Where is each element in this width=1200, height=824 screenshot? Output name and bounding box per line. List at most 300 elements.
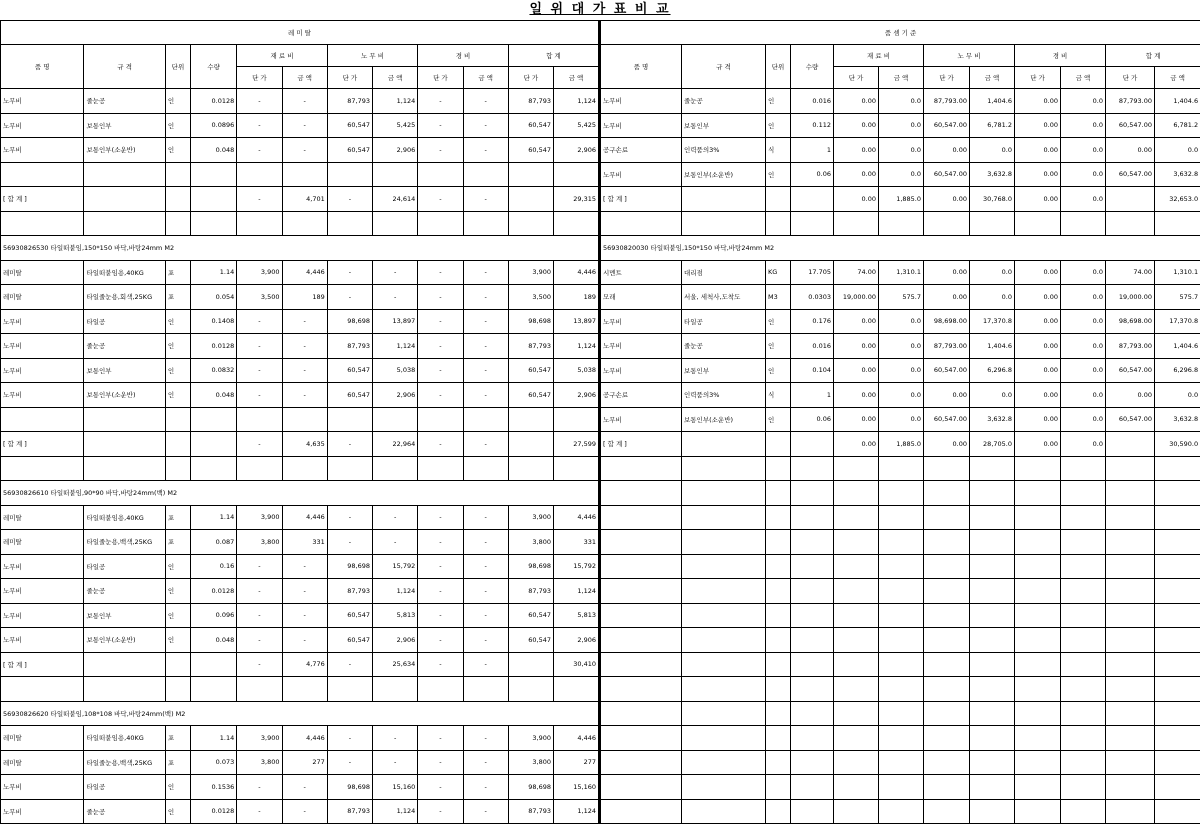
table-cell: - bbox=[463, 383, 508, 408]
table-cell: 0.00 bbox=[834, 162, 879, 187]
empty-cell bbox=[237, 456, 282, 481]
table-cell: 98,698 bbox=[508, 309, 553, 334]
table-cell: - bbox=[327, 750, 372, 775]
table-cell: [ 합 계 ] bbox=[601, 432, 682, 457]
empty-cell bbox=[1106, 456, 1155, 481]
empty-cell bbox=[554, 677, 599, 702]
table-cell: 2,906 bbox=[373, 628, 418, 653]
table-cell: 보통인부 bbox=[84, 358, 165, 383]
empty-cell bbox=[879, 554, 924, 579]
header-amount: 금 액 bbox=[879, 67, 924, 89]
table-row bbox=[1, 113, 600, 138]
empty-cell bbox=[970, 579, 1015, 604]
table-cell: 60,547 bbox=[327, 138, 372, 163]
table-cell: 0.00 bbox=[1015, 334, 1061, 359]
empty-cell bbox=[766, 456, 791, 481]
empty-cell bbox=[879, 211, 924, 236]
table-cell: - bbox=[418, 750, 463, 775]
table-cell bbox=[84, 432, 165, 457]
empty-cell bbox=[766, 726, 791, 751]
empty-cell bbox=[791, 530, 834, 555]
empty-cell bbox=[834, 530, 879, 555]
empty-cell bbox=[601, 481, 682, 506]
table-cell: 0.0832 bbox=[191, 358, 237, 383]
table-row bbox=[1, 432, 600, 457]
table-cell: 노무비 bbox=[601, 309, 682, 334]
table-row bbox=[601, 309, 1200, 334]
empty-cell bbox=[601, 603, 682, 628]
empty-cell bbox=[970, 750, 1015, 775]
item-code-label: 56930826620 타일떠붙임,108*108 바닥,바탕24mm(백) M2 bbox=[1, 701, 600, 726]
empty-cell bbox=[601, 701, 682, 726]
table-cell: - bbox=[373, 505, 418, 530]
table-cell: - bbox=[282, 603, 327, 628]
table-cell: 5,425 bbox=[554, 113, 599, 138]
empty-cell bbox=[791, 481, 834, 506]
header-unit-price: 단 가 bbox=[1015, 67, 1061, 89]
table-cell bbox=[766, 432, 791, 457]
table-cell: 노무비 bbox=[601, 407, 682, 432]
empty-cell bbox=[1061, 603, 1106, 628]
table-cell: 4,446 bbox=[282, 726, 327, 751]
table-cell: M3 bbox=[766, 285, 791, 310]
table-cell: 0.00 bbox=[834, 383, 879, 408]
table-row bbox=[1, 799, 600, 824]
table-cell: 98,698 bbox=[508, 775, 553, 800]
empty-cell bbox=[418, 162, 463, 187]
table-cell: 17,370.8 bbox=[1155, 309, 1200, 334]
table-cell: 5,425 bbox=[373, 113, 418, 138]
table-row bbox=[1, 750, 600, 775]
document-title-text: 일 위 대 가 표 비 교 bbox=[529, 2, 670, 17]
empty-cell bbox=[1015, 701, 1061, 726]
empty-cell bbox=[924, 726, 970, 751]
table-cell: 60,547.00 bbox=[924, 407, 970, 432]
empty-cell bbox=[327, 407, 372, 432]
table-cell: 0.00 bbox=[834, 358, 879, 383]
table-cell: 1.14 bbox=[191, 726, 237, 751]
table-row bbox=[1, 603, 600, 628]
table-cell: 1,404.6 bbox=[970, 334, 1015, 359]
table-cell: 레미탈 bbox=[1, 530, 84, 555]
table-cell: 0.016 bbox=[791, 89, 834, 114]
table-cell: 인 bbox=[766, 162, 791, 187]
empty-cell bbox=[1155, 628, 1200, 653]
table-cell: - bbox=[418, 554, 463, 579]
empty-cell bbox=[879, 701, 924, 726]
empty-cell bbox=[554, 162, 599, 187]
empty-cell bbox=[924, 211, 970, 236]
table-cell: 타일공 bbox=[84, 775, 165, 800]
header-total: 합 계 bbox=[508, 45, 599, 67]
empty-cell bbox=[1, 162, 84, 187]
empty-cell bbox=[1061, 750, 1106, 775]
table-cell: 3,500 bbox=[237, 285, 282, 310]
table-cell: 타일떠붙임용,40KG bbox=[84, 505, 165, 530]
empty-cell bbox=[508, 456, 553, 481]
table-cell: 1 bbox=[791, 138, 834, 163]
table-cell: 보통인부(소운반) bbox=[84, 138, 165, 163]
empty-cell bbox=[601, 530, 682, 555]
header-unit-price: 단 가 bbox=[508, 67, 553, 89]
empty-cell bbox=[834, 579, 879, 604]
empty-cell bbox=[766, 579, 791, 604]
table-cell: 6,296.8 bbox=[970, 358, 1015, 383]
header-amount: 금 액 bbox=[1061, 67, 1106, 89]
empty-cell bbox=[191, 407, 237, 432]
table-cell: 0.00 bbox=[834, 407, 879, 432]
table-cell: 노무비 bbox=[1, 113, 84, 138]
empty-cell bbox=[1106, 579, 1155, 604]
table-cell: 0.048 bbox=[191, 138, 237, 163]
empty-cell bbox=[682, 530, 766, 555]
empty-cell bbox=[191, 211, 237, 236]
table-cell: 0.0 bbox=[1061, 334, 1106, 359]
header-amount: 금 액 bbox=[373, 67, 418, 89]
table-cell: 277 bbox=[554, 750, 599, 775]
empty-cell bbox=[165, 162, 190, 187]
table-cell: 인 bbox=[165, 358, 190, 383]
table-cell: 60,547.00 bbox=[1106, 358, 1155, 383]
table-cell: 노무비 bbox=[601, 162, 682, 187]
table-cell: - bbox=[282, 358, 327, 383]
table-cell: 타일줄눈용,백색,25KG bbox=[84, 750, 165, 775]
table-cell: 서울, 세척사,도착도 bbox=[682, 285, 766, 310]
table-row bbox=[1, 775, 600, 800]
table-cell bbox=[165, 432, 190, 457]
empty-row bbox=[601, 750, 1200, 775]
table-cell: [ 합 계 ] bbox=[601, 187, 682, 212]
empty-row bbox=[1, 162, 600, 187]
table-cell: 87,793.00 bbox=[924, 334, 970, 359]
table-cell: - bbox=[237, 334, 282, 359]
table-cell: - bbox=[418, 358, 463, 383]
table-cell: 0.06 bbox=[791, 407, 834, 432]
table-cell: - bbox=[463, 309, 508, 334]
empty-cell bbox=[1015, 211, 1061, 236]
empty-cell bbox=[601, 799, 682, 824]
table-cell bbox=[508, 187, 553, 212]
empty-cell bbox=[1155, 211, 1200, 236]
table-cell: 0.00 bbox=[1106, 383, 1155, 408]
empty-cell bbox=[970, 505, 1015, 530]
table-row bbox=[601, 358, 1200, 383]
empty-cell bbox=[508, 162, 553, 187]
table-cell: 3,632.8 bbox=[970, 407, 1015, 432]
empty-cell bbox=[791, 456, 834, 481]
header-labor: 노 무 비 bbox=[327, 45, 418, 67]
table-cell: - bbox=[463, 750, 508, 775]
item-code-row bbox=[1, 701, 600, 726]
table-cell bbox=[165, 652, 190, 677]
empty-cell bbox=[165, 407, 190, 432]
empty-cell bbox=[1155, 726, 1200, 751]
table-cell: - bbox=[373, 750, 418, 775]
table-cell: - bbox=[463, 652, 508, 677]
table-cell: [ 합 계 ] bbox=[1, 432, 84, 457]
table-cell: 13,897 bbox=[554, 309, 599, 334]
empty-cell bbox=[282, 456, 327, 481]
empty-cell bbox=[1106, 530, 1155, 555]
table-cell: 19,000.00 bbox=[1106, 285, 1155, 310]
empty-cell bbox=[924, 530, 970, 555]
table-cell: 30,590.0 bbox=[1155, 432, 1200, 457]
empty-row bbox=[1, 677, 600, 702]
table-cell: 1,310.1 bbox=[1155, 260, 1200, 285]
table-cell: - bbox=[418, 726, 463, 751]
right-section-title: 품 셈 기 준 bbox=[601, 21, 1200, 45]
empty-cell bbox=[554, 407, 599, 432]
table-cell: - bbox=[237, 799, 282, 824]
empty-cell bbox=[463, 456, 508, 481]
empty-row bbox=[601, 652, 1200, 677]
table-cell: 27,599 bbox=[554, 432, 599, 457]
empty-cell bbox=[834, 628, 879, 653]
empty-cell bbox=[879, 775, 924, 800]
empty-cell bbox=[1106, 652, 1155, 677]
empty-cell bbox=[1106, 775, 1155, 800]
empty-cell bbox=[84, 677, 165, 702]
empty-cell bbox=[1015, 750, 1061, 775]
table-row bbox=[601, 187, 1200, 212]
empty-row bbox=[601, 579, 1200, 604]
empty-cell bbox=[508, 407, 553, 432]
empty-cell bbox=[1155, 505, 1200, 530]
empty-cell bbox=[970, 554, 1015, 579]
table-cell: 줄눈공 bbox=[682, 334, 766, 359]
table-cell: 타일줄눈용,회색,25KG bbox=[84, 285, 165, 310]
empty-cell bbox=[373, 162, 418, 187]
header-unit-price: 단 가 bbox=[834, 67, 879, 89]
table-cell: 2,906 bbox=[554, 383, 599, 408]
empty-cell bbox=[924, 579, 970, 604]
table-cell: - bbox=[327, 530, 372, 555]
empty-cell bbox=[463, 211, 508, 236]
table-cell: 0.00 bbox=[1015, 162, 1061, 187]
table-cell: - bbox=[418, 505, 463, 530]
empty-row bbox=[1, 456, 600, 481]
empty-cell bbox=[924, 628, 970, 653]
empty-row bbox=[1, 211, 600, 236]
table-cell: - bbox=[237, 358, 282, 383]
table-cell: 0.00 bbox=[1015, 285, 1061, 310]
table-cell: - bbox=[463, 358, 508, 383]
table-cell: 1,885.0 bbox=[879, 432, 924, 457]
table-cell: 2,906 bbox=[554, 138, 599, 163]
empty-cell bbox=[1106, 628, 1155, 653]
table-cell: 0.06 bbox=[791, 162, 834, 187]
table-cell: 0.00 bbox=[924, 432, 970, 457]
empty-cell bbox=[682, 603, 766, 628]
empty-cell bbox=[165, 211, 190, 236]
table-cell: 5,038 bbox=[373, 358, 418, 383]
table-cell: 0.087 bbox=[191, 530, 237, 555]
table-cell: 1.14 bbox=[191, 260, 237, 285]
table-cell: 인 bbox=[165, 89, 190, 114]
table-cell: 인 bbox=[165, 334, 190, 359]
table-cell: 타일공 bbox=[682, 309, 766, 334]
table-cell: 0.104 bbox=[791, 358, 834, 383]
table-cell: 인 bbox=[165, 554, 190, 579]
table-cell: 타일떠붙임용,40KG bbox=[84, 260, 165, 285]
table-cell: 0.00 bbox=[924, 187, 970, 212]
table-row bbox=[601, 334, 1200, 359]
empty-cell bbox=[1061, 456, 1106, 481]
empty-cell bbox=[834, 505, 879, 530]
empty-cell bbox=[682, 799, 766, 824]
table-cell: 17,370.8 bbox=[970, 309, 1015, 334]
table-cell: - bbox=[463, 628, 508, 653]
table-cell: 0.00 bbox=[1015, 432, 1061, 457]
empty-cell bbox=[970, 481, 1015, 506]
table-cell: 15,160 bbox=[554, 775, 599, 800]
table-cell: 노무비 bbox=[1, 383, 84, 408]
table-cell: 인력품의3% bbox=[682, 383, 766, 408]
empty-cell bbox=[84, 456, 165, 481]
table-cell: 60,547 bbox=[327, 383, 372, 408]
header-spec: 규 격 bbox=[84, 45, 165, 89]
table-cell: 1 bbox=[791, 383, 834, 408]
right-table-body bbox=[601, 89, 1200, 824]
empty-cell bbox=[834, 456, 879, 481]
empty-cell bbox=[1, 211, 84, 236]
header-qty: 수량 bbox=[791, 45, 834, 89]
table-cell: 공구손료 bbox=[601, 138, 682, 163]
table-cell: 1,404.6 bbox=[1155, 89, 1200, 114]
empty-cell bbox=[766, 530, 791, 555]
table-cell: 노무비 bbox=[1, 334, 84, 359]
table-cell: 4,446 bbox=[282, 260, 327, 285]
table-cell: - bbox=[463, 579, 508, 604]
table-cell: 노무비 bbox=[601, 89, 682, 114]
table-cell: 0.00 bbox=[834, 113, 879, 138]
empty-cell bbox=[879, 628, 924, 653]
table-cell: - bbox=[327, 285, 372, 310]
empty-cell bbox=[1015, 628, 1061, 653]
item-code-label: 56930820030 타일떠붙임,150*150 바닥,바탕24mm M2 bbox=[601, 236, 1200, 261]
table-cell: 노무비 bbox=[1, 603, 84, 628]
empty-cell bbox=[924, 677, 970, 702]
table-cell: 60,547 bbox=[508, 383, 553, 408]
table-cell: 0.073 bbox=[191, 750, 237, 775]
table-cell: 1,124 bbox=[554, 579, 599, 604]
table-cell: - bbox=[418, 187, 463, 212]
table-cell: 3,900 bbox=[508, 726, 553, 751]
table-cell: 87,793 bbox=[508, 579, 553, 604]
empty-cell bbox=[834, 603, 879, 628]
table-cell: - bbox=[463, 89, 508, 114]
empty-cell bbox=[1061, 579, 1106, 604]
header-qty: 수량 bbox=[191, 45, 237, 89]
table-cell: 인 bbox=[165, 138, 190, 163]
header-unit-price: 단 가 bbox=[327, 67, 372, 89]
table-cell: 0.048 bbox=[191, 383, 237, 408]
table-cell: 74.00 bbox=[1106, 260, 1155, 285]
table-cell: 줄눈공 bbox=[682, 89, 766, 114]
empty-cell bbox=[766, 652, 791, 677]
empty-cell bbox=[970, 603, 1015, 628]
table-cell: 포 bbox=[165, 505, 190, 530]
table-cell: 74.00 bbox=[834, 260, 879, 285]
table-cell: - bbox=[463, 726, 508, 751]
empty-cell bbox=[327, 677, 372, 702]
table-cell: 인 bbox=[165, 603, 190, 628]
empty-cell bbox=[327, 211, 372, 236]
table-cell: 1,404.6 bbox=[970, 89, 1015, 114]
empty-cell bbox=[791, 750, 834, 775]
empty-cell bbox=[601, 726, 682, 751]
table-cell: 189 bbox=[282, 285, 327, 310]
empty-cell bbox=[970, 652, 1015, 677]
empty-cell bbox=[1106, 726, 1155, 751]
empty-cell bbox=[924, 775, 970, 800]
table-cell: 4,701 bbox=[282, 187, 327, 212]
table-cell: 0.0 bbox=[879, 89, 924, 114]
table-cell: 1,885.0 bbox=[879, 187, 924, 212]
right-comparison-table bbox=[600, 20, 1200, 824]
table-row bbox=[1, 89, 600, 114]
table-cell: 3,800 bbox=[508, 530, 553, 555]
empty-cell bbox=[1015, 775, 1061, 800]
table-cell: 노무비 bbox=[1, 775, 84, 800]
empty-cell bbox=[191, 162, 237, 187]
empty-cell bbox=[791, 603, 834, 628]
table-cell: 277 bbox=[282, 750, 327, 775]
table-cell: 0.00 bbox=[924, 285, 970, 310]
table-row bbox=[1, 260, 600, 285]
table-cell: 0.00 bbox=[1015, 113, 1061, 138]
empty-cell bbox=[1015, 579, 1061, 604]
empty-cell bbox=[84, 162, 165, 187]
header-amount: 금 액 bbox=[282, 67, 327, 89]
empty-cell bbox=[508, 211, 553, 236]
table-cell: 87,793 bbox=[508, 89, 553, 114]
table-cell: - bbox=[327, 726, 372, 751]
table-row bbox=[1, 505, 600, 530]
empty-cell bbox=[601, 554, 682, 579]
table-cell: 0.0 bbox=[879, 309, 924, 334]
empty-cell bbox=[1155, 775, 1200, 800]
header-unit: 단위 bbox=[766, 45, 791, 89]
table-cell: 2,906 bbox=[373, 138, 418, 163]
table-cell: 보통인부 bbox=[84, 603, 165, 628]
empty-cell bbox=[791, 579, 834, 604]
empty-cell bbox=[970, 726, 1015, 751]
table-cell: - bbox=[282, 334, 327, 359]
table-row bbox=[1, 383, 600, 408]
table-cell: 0.0 bbox=[1155, 383, 1200, 408]
item-code-label: 56930826530 타일떠붙임,150*150 바닥,바탕24mm M2 bbox=[1, 236, 600, 261]
table-cell: 0.00 bbox=[924, 260, 970, 285]
empty-cell bbox=[1015, 726, 1061, 751]
table-cell: - bbox=[418, 775, 463, 800]
table-cell: 60,547.00 bbox=[924, 162, 970, 187]
empty-cell bbox=[791, 677, 834, 702]
table-cell: - bbox=[237, 187, 282, 212]
empty-cell bbox=[766, 211, 791, 236]
empty-cell bbox=[682, 677, 766, 702]
table-cell: 0.0896 bbox=[191, 113, 237, 138]
table-cell: 식 bbox=[766, 138, 791, 163]
empty-cell bbox=[1061, 505, 1106, 530]
table-cell: 60,547.00 bbox=[1106, 113, 1155, 138]
table-cell: 1.14 bbox=[191, 505, 237, 530]
empty-cell bbox=[1061, 799, 1106, 824]
table-cell: 타일공 bbox=[84, 309, 165, 334]
empty-cell bbox=[1155, 579, 1200, 604]
table-cell: - bbox=[418, 138, 463, 163]
table-row bbox=[1, 285, 600, 310]
